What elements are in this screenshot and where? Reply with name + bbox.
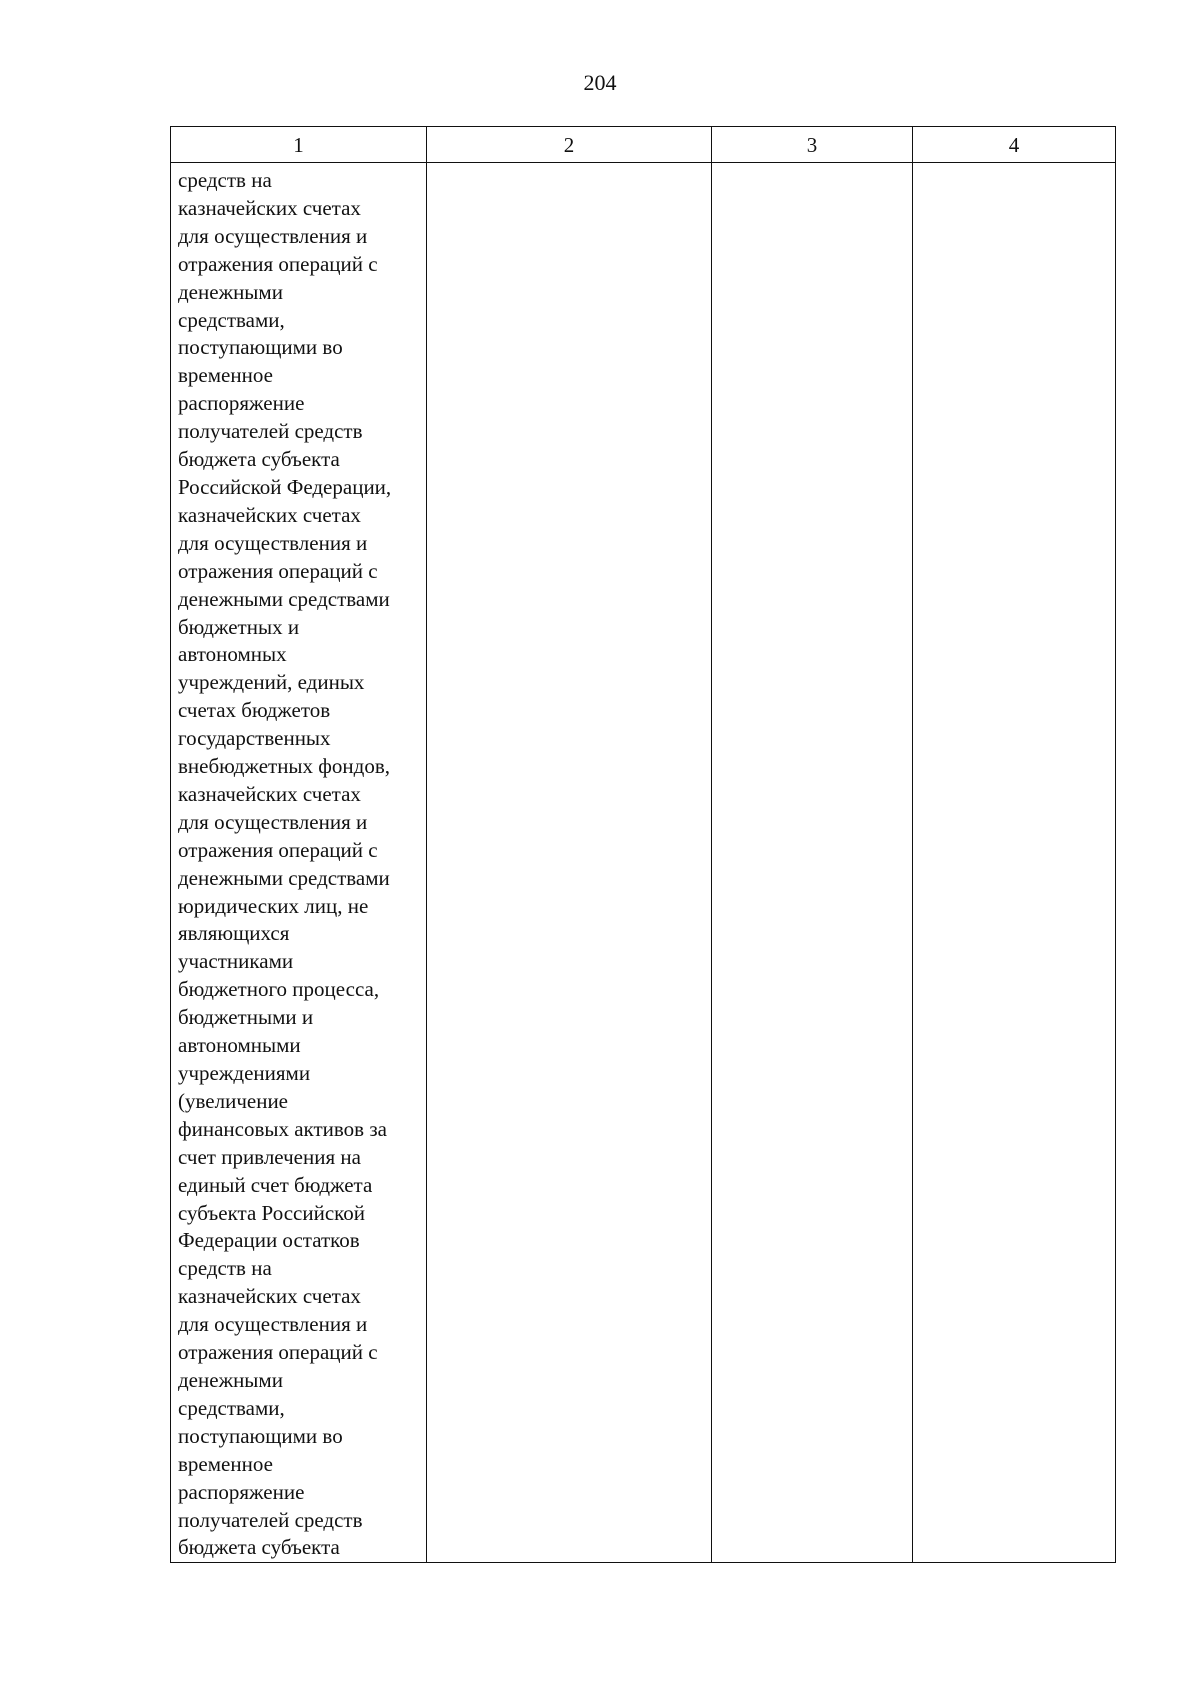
table-cell-col2 xyxy=(427,163,712,1563)
table-cell-col4 xyxy=(913,163,1116,1563)
cell-text-line: счет привлечения на xyxy=(178,1144,361,1169)
cell-text-line: казначейских счетах xyxy=(178,502,361,527)
cell-text-line: поступающими во xyxy=(178,1423,343,1448)
cell-text-line: учреждениями xyxy=(178,1061,311,1085)
cell-text-line: бюджета субъекта xyxy=(178,1535,340,1560)
cell-text-line: для осуществления и xyxy=(178,1312,368,1337)
cell-text-line: казначейских счетах xyxy=(178,1284,361,1309)
cell-text-line: для осуществления и xyxy=(178,223,368,248)
cell-text-line: средствами, xyxy=(178,307,285,332)
cell-text-line: Российской Федерации, xyxy=(178,474,392,499)
cell-text-line: счетах бюджетов xyxy=(178,698,331,723)
cell-text-line: денежными средствами xyxy=(178,586,390,611)
cell-text-line: для осуществления и xyxy=(178,809,368,834)
cell-text-line: бюджетного процесса, xyxy=(178,977,380,1002)
cell-text-line: поступающими во xyxy=(178,335,343,360)
cell-text-line: бюджетных и xyxy=(178,614,300,639)
cell-text-line: денежными средствами xyxy=(178,865,390,890)
column-header-3: 3 xyxy=(712,127,913,163)
cell-text-line: казначейских счетах xyxy=(178,195,361,220)
cell-text-line: юридических лиц, не xyxy=(178,893,369,918)
cell-text-line: для осуществления и xyxy=(178,530,368,555)
column-header-1: 1 xyxy=(171,127,427,163)
cell-text-line: отражения операций с xyxy=(178,1340,378,1365)
cell-text-line: автономными xyxy=(178,1033,301,1058)
cell-text-line: (увеличение xyxy=(178,1088,289,1113)
table-row xyxy=(171,163,1116,1563)
cell-text-line: бюджетными и xyxy=(178,1005,314,1030)
cell-text-line: средствами, xyxy=(178,1395,285,1420)
cell-text-line: распоряжение xyxy=(178,391,305,416)
cell-text-line: распоряжение xyxy=(178,1479,305,1504)
cell-text-line: государственных xyxy=(178,726,331,751)
column-header-4: 4 xyxy=(913,127,1116,163)
cell-text-line: субъекта Российской xyxy=(178,1200,366,1225)
cell-text-line: временное xyxy=(178,363,273,388)
cell-text-line: отражения операций с xyxy=(178,837,378,862)
cell-text-line: средств на xyxy=(178,168,272,192)
cell-text-col1 xyxy=(171,163,426,1562)
cell-text-line: бюджета субъекта xyxy=(178,447,340,472)
cell-text-line: получателей средств xyxy=(178,419,363,444)
cell-text-line: отражения операций с xyxy=(178,251,378,276)
cell-text-line: Федерации остатков xyxy=(178,1228,360,1253)
cell-text-line: внебюджетных фондов, xyxy=(178,754,390,779)
cell-text-line: финансовых активов за xyxy=(178,1116,387,1141)
cell-text-line: автономных xyxy=(178,642,287,667)
cell-text-line: участниками xyxy=(178,949,294,974)
cell-text-line: казначейских счетах xyxy=(178,781,361,806)
cell-text-line: являющихся xyxy=(178,921,290,946)
table-header-row xyxy=(171,127,1116,163)
cell-text-line: временное xyxy=(178,1451,273,1476)
cell-text-line: получателей средств xyxy=(178,1507,363,1532)
cell-text-line: отражения операций с xyxy=(178,558,378,583)
cell-text-line: денежными xyxy=(178,1367,283,1392)
cell-text-line: денежными xyxy=(178,279,283,304)
page-number: 204 xyxy=(583,70,617,95)
cell-text-line: единый счет бюджета xyxy=(178,1172,373,1197)
document-table xyxy=(170,126,1116,1563)
cell-text-line: учреждений, единых xyxy=(178,670,365,695)
table-cell-col3 xyxy=(712,163,913,1563)
cell-text-line: средств на xyxy=(178,1256,272,1281)
column-header-2: 2 xyxy=(427,127,712,163)
table-cell-col1 xyxy=(171,163,427,1563)
